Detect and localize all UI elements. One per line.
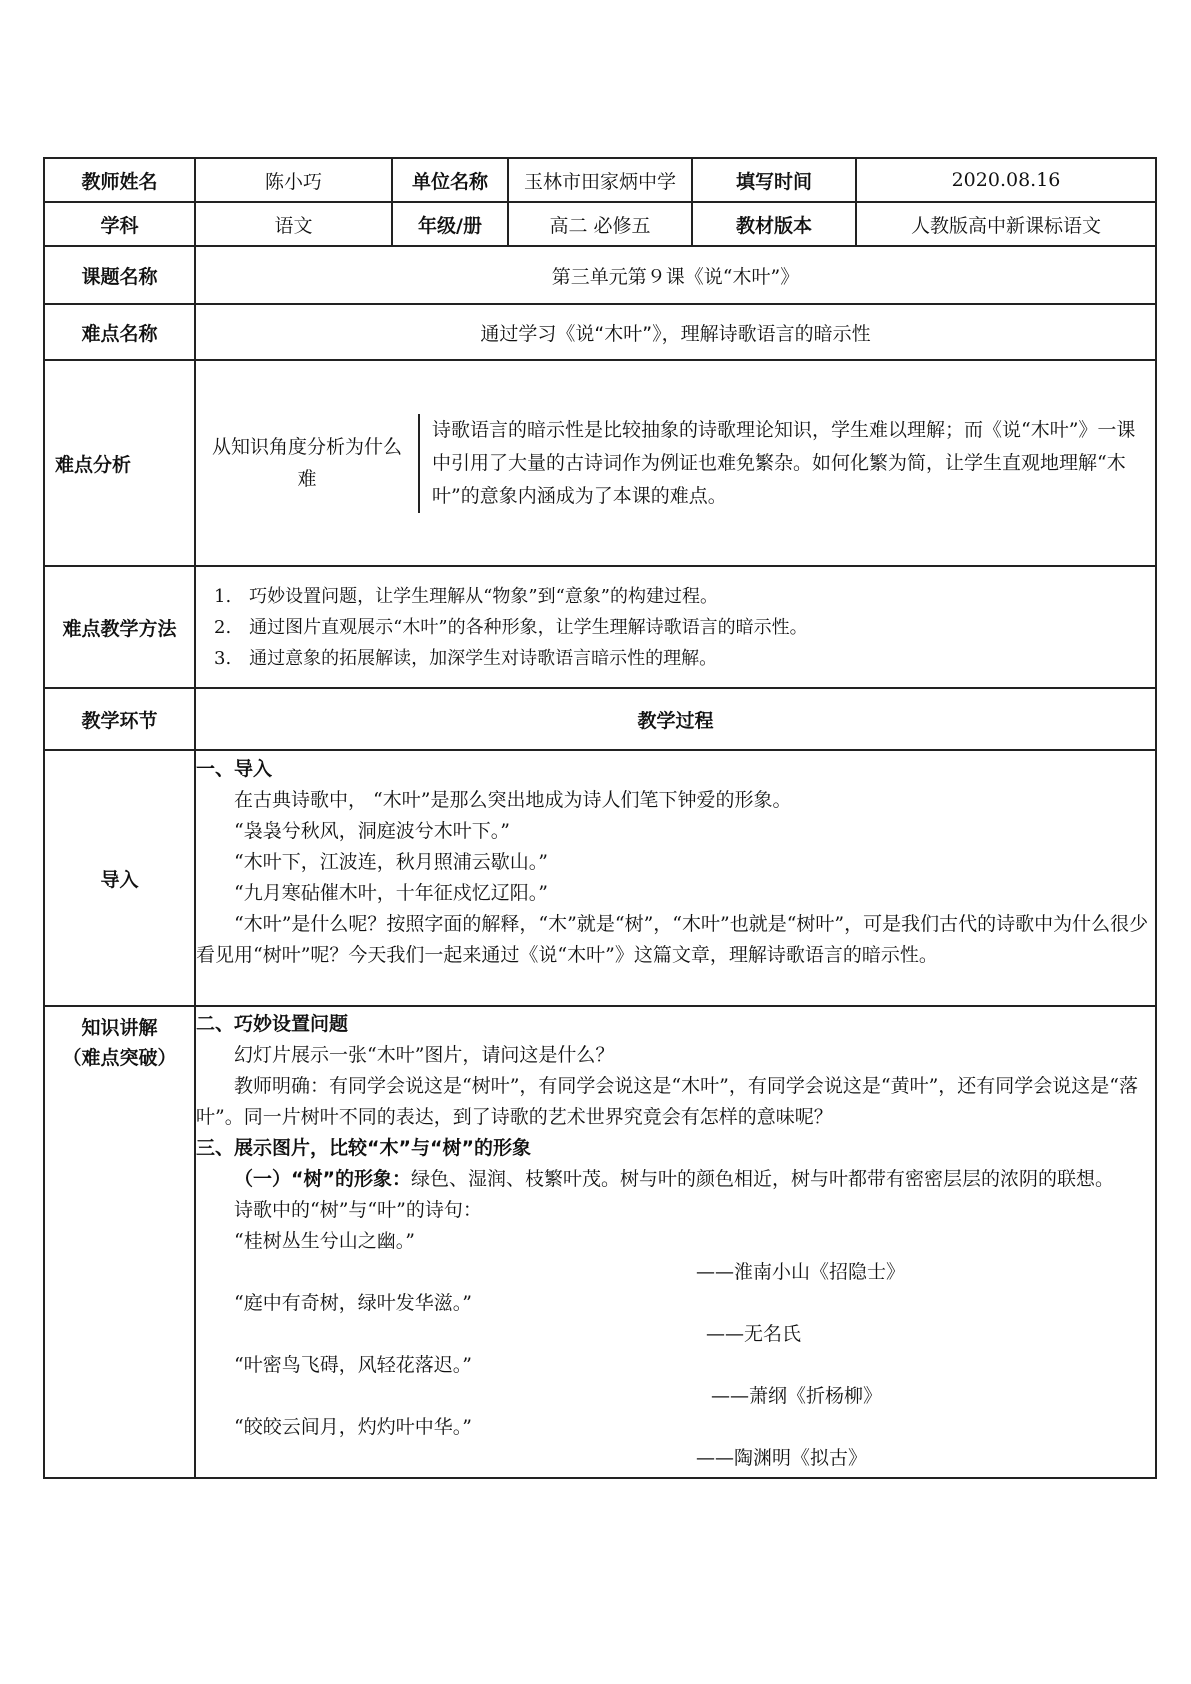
- intro-paragraph: 在古典诗歌中， “木叶”是那么突出地成为诗人们笔下钟爱的形象。: [234, 789, 792, 811]
- intro-content: [195, 750, 1156, 1006]
- methods-row: [44, 566, 1156, 688]
- analysis-text: 诗歌语言的暗示性是比较抽象的诗歌理论知识，学生难以理解；而《说“木叶”》一课中引用了大量的古诗词作为例证也难免繁杂。如何化繁为简，让学生直观地理解“木叶”的意象内涵成为了本课的难点。: [432, 418, 1136, 507]
- poem-quote: “桂树丛生兮山之幽。”: [234, 1230, 415, 1252]
- analysis-row: [44, 360, 1156, 566]
- difficulty-label: 难点名称: [44, 304, 195, 360]
- intro-label: 导入: [44, 750, 195, 1006]
- method-item: 1. 巧妙设置问题，让学生理解从“物象”到“意象”的构建过程。: [214, 585, 718, 607]
- knowledge-content: [195, 1006, 1156, 1478]
- section-heading: 二、巧妙设置问题: [196, 1013, 349, 1035]
- subsection-title: （一）“树”的形象：: [234, 1168, 411, 1190]
- intro-paragraph: “木叶”是什么呢？按照字面的解释，“木”就是“树”，“木叶”也就是“树叶”，可是我们古代的诗歌中为什么很少看见用“树叶”呢？今天我们一起来通过《说“木叶”》这篇文章，理解诗歌语言的暗示性。: [196, 913, 1149, 966]
- poem-source: ——淮南小山《招隐士》: [696, 1261, 906, 1283]
- method-item: 2. 通过图片直观展示“木叶”的各种形象，让学生理解诗歌语言的暗示性。: [214, 616, 808, 638]
- lesson-plan-page: [43, 157, 1155, 1479]
- stage-header: 教学环节: [44, 688, 195, 750]
- knowledge-label-line2: （难点突破）: [62, 1047, 177, 1069]
- intro-quote: “袅袅兮秋风，洞庭波兮木叶下。”: [234, 820, 510, 842]
- knowledge-row: [44, 1006, 1156, 1478]
- poem-quote: “叶密鸟飞碍，风轻花落迟。”: [234, 1354, 472, 1376]
- poem-quote: “庭中有奇树，绿叶发华滋。”: [234, 1292, 472, 1314]
- intro-quote: “木叶下，江波连，秋月照浦云歇山。”: [234, 851, 548, 873]
- teacher-label: 教师姓名: [44, 158, 195, 202]
- time-label: 填写时间: [692, 158, 856, 202]
- intro-heading: 一、导入: [196, 758, 273, 780]
- poem-source: ——萧纲《折杨柳》: [711, 1385, 883, 1407]
- teacher-value: 陈小巧: [195, 158, 392, 202]
- analysis-inner: [196, 414, 1155, 513]
- info-row-2: [44, 202, 1156, 246]
- methods-list: [204, 581, 1147, 674]
- grade-label: 年级/册: [392, 202, 508, 246]
- subsection: [196, 1164, 1155, 1195]
- subject-value: 语文: [195, 202, 392, 246]
- poem-quote: “皎皎云间月，灼灼叶中华。”: [234, 1416, 472, 1438]
- process-header-row: [44, 688, 1156, 750]
- methods-label: 难点教学方法: [44, 566, 195, 688]
- analysis-label: 难点分析: [44, 360, 195, 566]
- subject-label: 学科: [44, 202, 195, 246]
- unit-label: 单位名称: [392, 158, 508, 202]
- topic-row: [44, 246, 1156, 304]
- poem-source: ——无名氏: [706, 1323, 802, 1345]
- topic-value: 第三单元第９课《说“木叶”》: [195, 246, 1156, 304]
- grade-value: 高二 必修五: [508, 202, 692, 246]
- intro-row: [44, 750, 1156, 1006]
- section-heading: 三、展示图片，比较“木”与“树”的形象: [196, 1137, 531, 1159]
- paragraph: 幻灯片展示一张“木叶”图片，请问这是什么？: [234, 1044, 615, 1066]
- topic-label: 课题名称: [44, 246, 195, 304]
- unit-value: 玉林市田家炳中学: [508, 158, 692, 202]
- time-value: 2020.08.16: [856, 158, 1156, 202]
- difficulty-value: 通过学习《说“木叶”》，理解诗歌语言的暗示性: [195, 304, 1156, 360]
- poem-intro: 诗歌中的“树”与“叶”的诗句：: [234, 1199, 482, 1221]
- poem-source: ——陶渊明《拟古》: [696, 1447, 868, 1469]
- analysis-angle: 从知识角度分析为什么难: [196, 414, 419, 513]
- edition-label: 教材版本: [692, 202, 856, 246]
- subsection-text: 绿色、湿润、枝繁叶茂。树与叶的颜色相近，树与叶都带有密密层层的浓阴的联想。: [410, 1168, 1114, 1190]
- knowledge-label: [44, 1006, 195, 1478]
- method-item: 3. 通过意象的拓展解读，加深学生对诗歌语言暗示性的理解。: [214, 647, 718, 669]
- process-header: 教学过程: [195, 688, 1156, 750]
- edition-value: 人教版高中新课标语文: [856, 202, 1156, 246]
- info-row-1: [44, 158, 1156, 202]
- difficulty-row: [44, 304, 1156, 360]
- paragraph: 教师明确：有同学会说这是“树叶”，有同学会说这是“木叶”，有同学会说这是“黄叶”，还有同学会说这是“落叶”。同一片树叶不同的表达，到了诗歌的艺术世界究竟会有怎样的意味呢？: [196, 1075, 1138, 1128]
- intro-quote: “九月寒砧催木叶，十年征戍忆辽阳。”: [234, 882, 548, 904]
- knowledge-label-line1: 知识讲解: [81, 1017, 158, 1039]
- lesson-plan-table: [43, 157, 1157, 1479]
